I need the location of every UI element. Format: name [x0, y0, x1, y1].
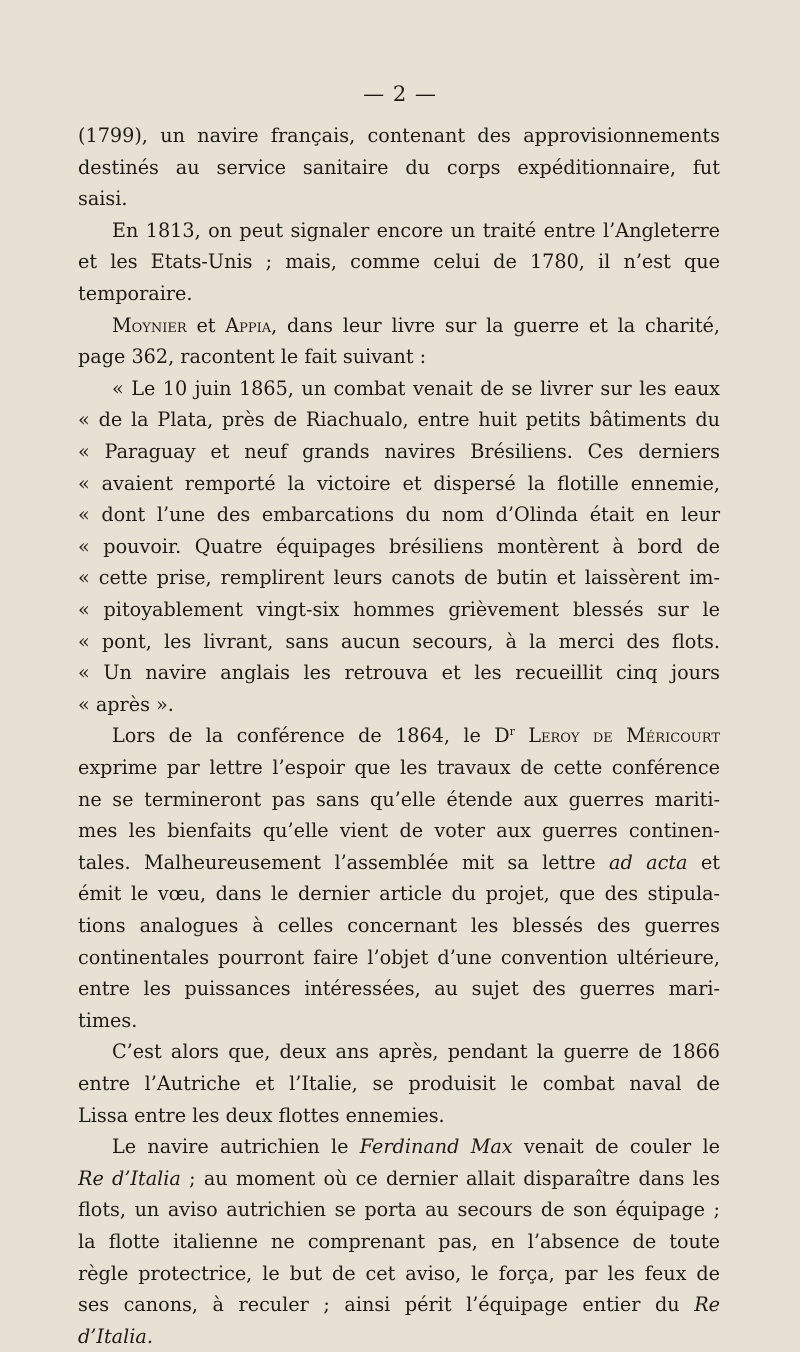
- text-segment: (1799), un navire français, contenant des approvisionnements: [78, 124, 720, 147]
- text-segment: Leroy de Méricourt: [528, 724, 720, 748]
- text-segment: « après ».: [78, 692, 174, 716]
- text-segment: exprime par lettre l’espoir que les travaux de cette conférence: [78, 756, 720, 779]
- text-line: [78, 436, 720, 468]
- text-segment: émit le vœu, dans le dernier article du projet, que des stipula-: [78, 882, 720, 906]
- text-segment: ses canons, à reculer ; ainsi périt l’équipage entier du: [78, 1293, 695, 1317]
- text-line: [78, 183, 720, 215]
- text-line: [78, 1258, 720, 1290]
- text-segment: flots, un aviso autrichien se porta au secours de son équipage ;: [78, 1198, 720, 1222]
- text-line: [78, 278, 720, 310]
- text-line: [78, 847, 720, 879]
- text-line: [78, 815, 720, 847]
- text-segment: ad acta: [609, 850, 688, 874]
- text-segment: tions analogues à celles concernant les blessés des guerres: [78, 914, 720, 937]
- text-segment: « Paraguay et neuf grands navires Brésiliens. Ces derniers: [78, 440, 720, 463]
- text-line: [78, 1321, 720, 1352]
- text-segment: r: [509, 725, 515, 739]
- text-segment: entre les puissances intéressées, au sujet des guerres mari-: [78, 977, 720, 1001]
- text-line: [112, 215, 720, 247]
- text-line: [78, 1194, 720, 1226]
- text-segment: C’est alors que, deux ans après, pendant la guerre de 1866: [112, 1040, 720, 1064]
- text-segment: temporaire.: [78, 282, 193, 305]
- text-segment: « dont l’une des embarcations du nom d’Olinda était en leur: [78, 503, 720, 527]
- text-line: [112, 720, 720, 752]
- text-segment: et: [687, 850, 720, 874]
- text-segment: page 362, racontent le fait suivant :: [78, 345, 427, 369]
- text-line: [78, 689, 720, 721]
- text-segment: Moynier: [112, 313, 187, 337]
- text-segment: venait de couler le: [512, 1135, 721, 1159]
- text-line: [78, 152, 720, 184]
- text-segment: continentales pourront faire l’objet d’une convention ultérieure,: [78, 945, 720, 969]
- text-line: [112, 310, 720, 342]
- text-line: [78, 468, 720, 500]
- text-line: [78, 878, 720, 910]
- text-segment: mes les bienfaits qu’elle vient de voter aux guerres continen-: [78, 819, 720, 843]
- page-number: — 2 —: [363, 82, 437, 106]
- text-segment: Re d’Italia: [78, 1166, 181, 1190]
- text-segment: destinés au service sanitaire du corps expéditionnaire, fut: [78, 155, 720, 179]
- text-line: [78, 594, 720, 626]
- text-segment: règle protectrice, le but de cet aviso, le força, par les feux de: [78, 1261, 720, 1285]
- text-segment: entre l’Autriche et l’Italie, se produisit le combat naval de: [78, 1072, 720, 1095]
- text-segment: times.: [78, 1008, 138, 1032]
- text-segment: d’Italia.: [78, 1324, 153, 1348]
- text-segment: « pouvoir. Quatre équipages brésiliens montèrent à bord de: [78, 534, 720, 558]
- text-segment: Lissa entre les deux flottes ennemies.: [78, 1103, 445, 1127]
- text-segment: et: [186, 313, 226, 337]
- text-segment: Appia: [225, 313, 272, 337]
- text-segment: saisi.: [78, 187, 128, 211]
- text-segment: Le navire autrichien le: [112, 1135, 360, 1159]
- text-line: [78, 1005, 720, 1037]
- text-segment: « de la Plata, près de Riachualo, entre huit petits bâtiments du: [78, 408, 720, 432]
- text-segment: tales. Malheureusement l’assemblée mit sa lettre: [78, 850, 609, 874]
- text-line: [78, 784, 720, 816]
- text-segment: Re: [694, 1293, 720, 1317]
- text-line: [112, 1131, 720, 1163]
- text-line: [78, 1226, 720, 1258]
- text-segment: ne se termineront pas sans qu’elle étende aux guerres mariti-: [78, 787, 720, 811]
- text-line: [78, 246, 720, 278]
- text-segment: la flotte italienne ne comprenant pas, en l’absence de toute: [78, 1230, 720, 1253]
- text-line: [78, 531, 720, 563]
- text-segment: « Un navire anglais les retrouva et les recueillit cinq jours: [78, 661, 720, 685]
- text-line: [78, 910, 720, 942]
- text-segment: , dans leur livre sur la guerre et la charité,: [271, 313, 720, 337]
- text-line: [78, 657, 720, 689]
- text-line: [112, 373, 720, 405]
- text-segment: Lors de la conférence de 1864, le D: [112, 724, 510, 748]
- text-segment: ; au moment où ce dernier allait disparaître dans les: [180, 1166, 720, 1190]
- text-line: [78, 562, 720, 594]
- text-line: [112, 1036, 720, 1068]
- text-segment: [515, 724, 528, 747]
- text-segment: « pont, les livrant, sans aucun secours, à la merci des flots.: [78, 629, 720, 653]
- text-line: [78, 752, 720, 784]
- text-line: [78, 341, 720, 373]
- text-segment: « avaient remporté la victoire et dispersé la flotille ennemie,: [78, 471, 720, 495]
- text-segment: « cette prise, remplirent leurs canots de butin et laissèrent im-: [78, 566, 720, 590]
- text-line: [78, 1163, 720, 1195]
- text-segment: « pitoyablement vingt-six hommes grièvement blessés sur le: [78, 598, 720, 621]
- text-line: [78, 120, 720, 152]
- text-line: [78, 1068, 720, 1100]
- text-line: [78, 942, 720, 974]
- text-segment: En 1813, on peut signaler encore un traité entre l’Angleterre: [112, 218, 720, 242]
- text-line: [78, 626, 720, 658]
- text-line: [78, 499, 720, 531]
- text-line: [78, 1100, 720, 1132]
- text-line: [78, 1289, 720, 1321]
- text-line: [78, 404, 720, 436]
- text-line: [78, 973, 720, 1005]
- text-segment: « Le 10 juin 1865, un combat venait de se livrer sur les eaux: [112, 376, 720, 400]
- text-segment: Ferdinand Max: [359, 1135, 513, 1159]
- text-segment: et les Etats-Unis ; mais, comme celui de 1780, il n’est que: [78, 250, 720, 274]
